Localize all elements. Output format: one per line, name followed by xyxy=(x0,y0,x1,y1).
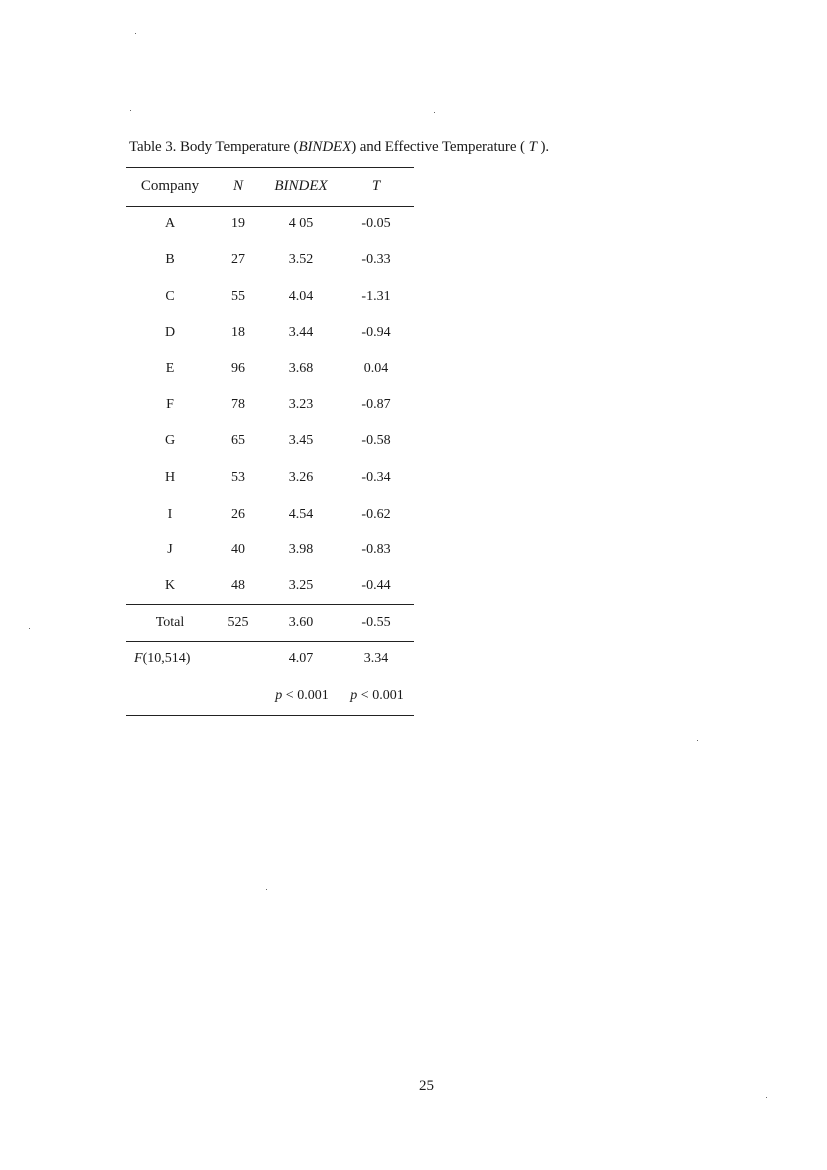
p-t-letter: p xyxy=(350,688,358,703)
p-bindex-letter: p xyxy=(275,688,283,703)
cell-company: D xyxy=(164,325,176,340)
cell-t: -1.31 xyxy=(361,289,391,304)
caption-bindex: BINDEX xyxy=(298,139,352,155)
table-top-rule xyxy=(126,167,414,168)
cell-n: 55 xyxy=(231,289,245,304)
p-bindex-value: < 0.001 xyxy=(282,688,329,703)
cell-company: J xyxy=(167,542,173,557)
cell-company: K xyxy=(164,578,176,593)
table-f-rule xyxy=(126,641,414,642)
f-bindex: 4.07 xyxy=(288,651,314,666)
total-t: -0.55 xyxy=(361,615,391,630)
scan-speck xyxy=(434,112,435,113)
total-bindex: 3.60 xyxy=(288,615,314,630)
cell-t: -0.33 xyxy=(361,252,391,267)
p-t xyxy=(350,688,403,704)
header-n: N xyxy=(232,178,244,194)
cell-t: -0.05 xyxy=(361,216,391,231)
cell-n: 48 xyxy=(231,578,245,593)
total-label: Total xyxy=(155,615,185,630)
scan-speck xyxy=(29,628,30,629)
scan-speck xyxy=(697,740,698,741)
f-df: (10,514) xyxy=(142,651,191,666)
cell-company: H xyxy=(164,470,176,485)
table-caption xyxy=(129,139,549,156)
cell-bindex: 4.04 xyxy=(288,289,314,304)
table-bottom-rule xyxy=(126,715,414,716)
total-n: 525 xyxy=(227,615,249,630)
cell-bindex: 3.26 xyxy=(288,470,314,485)
table-header-rule xyxy=(126,206,414,207)
cell-bindex: 4.54 xyxy=(288,507,314,522)
p-t-value: < 0.001 xyxy=(357,688,404,703)
cell-n: 26 xyxy=(231,507,245,522)
cell-t: -0.34 xyxy=(361,470,391,485)
cell-n: 19 xyxy=(231,216,245,231)
scan-speck xyxy=(266,889,267,890)
cell-bindex: 3.45 xyxy=(288,433,314,448)
cell-company: B xyxy=(165,252,175,267)
cell-company: F xyxy=(166,397,174,412)
table-total-rule xyxy=(126,604,414,605)
cell-t: 0.04 xyxy=(363,361,389,376)
header-bindex: BINDEX xyxy=(274,178,328,194)
cell-bindex: 3.23 xyxy=(288,397,314,412)
cell-bindex: 4 05 xyxy=(288,216,314,231)
cell-company: I xyxy=(167,507,173,522)
cell-n: 96 xyxy=(231,361,245,376)
cell-n: 40 xyxy=(231,542,245,557)
cell-company: G xyxy=(164,433,176,448)
cell-company: C xyxy=(165,289,175,304)
cell-bindex: 3.25 xyxy=(288,578,314,593)
scan-speck xyxy=(135,33,136,34)
cell-n: 65 xyxy=(231,433,245,448)
f-letter: F xyxy=(134,651,143,666)
caption-t: T xyxy=(528,139,537,155)
cell-t: -0.94 xyxy=(361,325,391,340)
cell-t: -0.62 xyxy=(361,507,391,522)
cell-n: 27 xyxy=(231,252,245,267)
cell-bindex: 3.44 xyxy=(288,325,314,340)
cell-bindex: 3.98 xyxy=(288,542,314,557)
f-test-label xyxy=(134,651,190,667)
cell-bindex: 3.68 xyxy=(288,361,314,376)
cell-n: 78 xyxy=(231,397,245,412)
p-bindex xyxy=(275,688,328,704)
cell-n: 53 xyxy=(231,470,245,485)
caption-prefix: Table 3. Body Temperature ( xyxy=(129,139,299,155)
cell-bindex: 3.52 xyxy=(288,252,314,267)
cell-n: 18 xyxy=(231,325,245,340)
cell-company: E xyxy=(165,361,175,376)
scan-speck xyxy=(130,110,131,111)
header-company: Company xyxy=(140,178,200,194)
cell-t: -0.58 xyxy=(361,433,391,448)
cell-t: -0.87 xyxy=(361,397,391,412)
cell-company: A xyxy=(164,216,176,231)
f-t: 3.34 xyxy=(363,651,389,666)
scan-speck xyxy=(766,1097,767,1098)
caption-suffix: ). xyxy=(536,139,550,155)
header-t: T xyxy=(371,178,381,194)
cell-t: -0.44 xyxy=(361,578,391,593)
cell-t: -0.83 xyxy=(361,542,391,557)
caption-middle: ) and Effective Temperature ( xyxy=(351,139,529,155)
page-number: 25 xyxy=(419,1078,434,1094)
